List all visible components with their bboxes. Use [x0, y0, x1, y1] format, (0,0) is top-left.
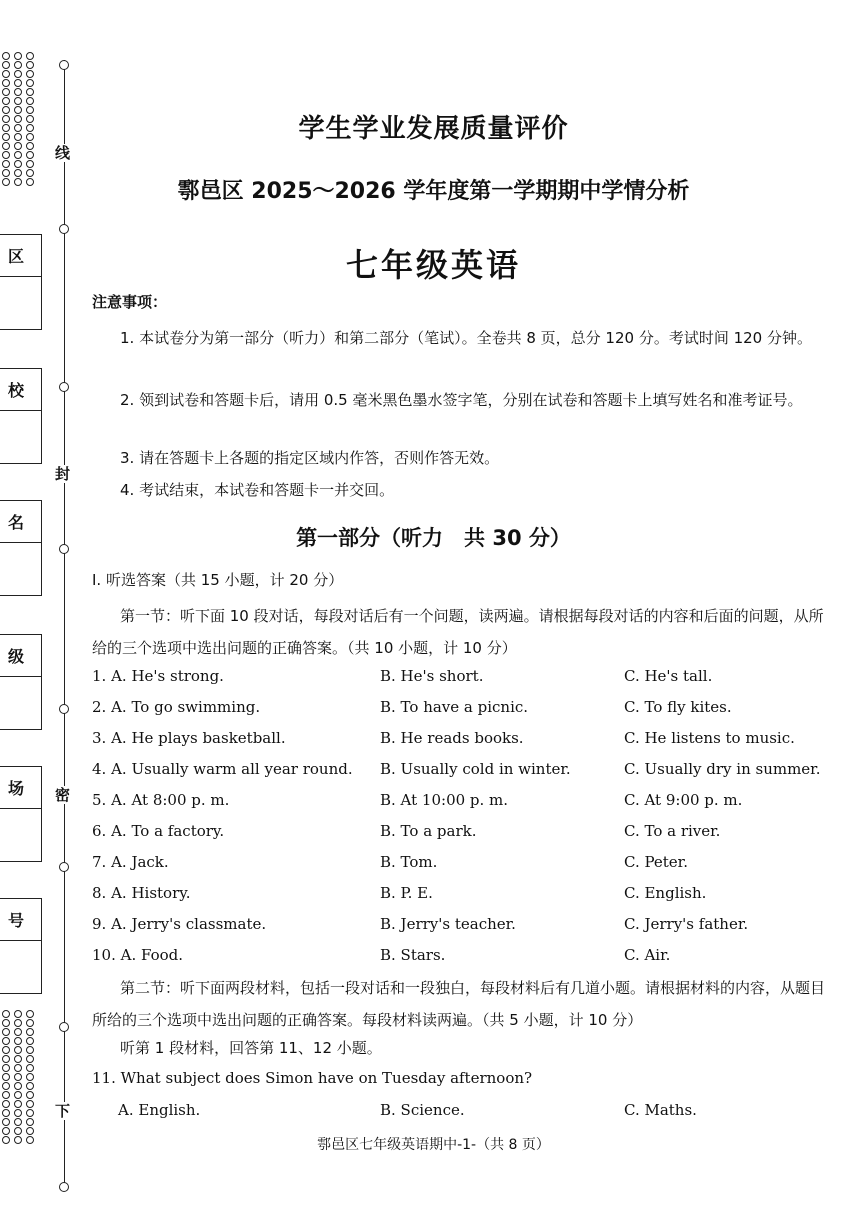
binding-ring — [14, 1010, 22, 1018]
option-a: 1. A. He's strong. — [92, 667, 224, 685]
binding-ring — [14, 1109, 22, 1117]
part1-title: 第一部分（听力 共 30 分） — [296, 526, 571, 550]
option-c: C. He listens to music. — [624, 729, 795, 747]
page-footer: 鄠邑区七年级英语期中-1-（共 8 页） — [317, 1137, 550, 1153]
page-title: 学生学业发展质量评价 — [298, 114, 569, 144]
option-b: B. He reads books. — [380, 729, 524, 747]
binding-ring — [26, 1091, 34, 1099]
binding-ring — [14, 79, 22, 87]
binding-dot — [59, 862, 69, 872]
option-a: 8. A. History. — [92, 884, 191, 902]
binding-ring — [2, 70, 10, 78]
binding-ring — [2, 160, 10, 168]
section-intro: 第一节：听下面 10 段对话，每段对话后有一个问题，读两遍。请根据每段对话的内容和后面的问题，从所给的三个选项中选出问题的正确答案。（共 10 小题，计 10 分） — [92, 607, 824, 657]
option-a: 5. A. At 8:00 p. m. — [92, 791, 230, 809]
binding-ring — [2, 1064, 10, 1072]
binding-ring — [26, 1046, 34, 1054]
binding-ring — [26, 1109, 34, 1117]
binding-ring — [2, 1100, 10, 1108]
binding-dot — [59, 704, 69, 714]
option-a: 10. A. Food. — [92, 946, 184, 964]
binding-ring — [2, 1118, 10, 1126]
option-b: B. P. E. — [380, 884, 433, 902]
binding-ring — [2, 61, 10, 69]
binding-ring — [26, 1055, 34, 1063]
binding-ring — [14, 1028, 22, 1036]
notice-item: 4. 考试结束，本试卷和答题卡一并交回。 — [120, 481, 395, 499]
binding-ring — [14, 1037, 22, 1045]
binding-mark-below: 下 — [55, 1102, 71, 1120]
option-c: C. At 9:00 p. m. — [624, 791, 743, 809]
field-label: 号 — [0, 899, 41, 941]
binding-ring — [14, 1073, 22, 1081]
notice-item: 1. 本试卷分为第一部分（听力）和第二部分（笔试）。全卷共 8 页，总分 120 分。考试时间 120 分钟。 — [120, 329, 812, 347]
subject-title: 七年级英语 — [345, 246, 521, 284]
binding-ring — [14, 1064, 22, 1072]
binding-ring — [14, 1055, 22, 1063]
option-b: B. He's short. — [380, 667, 484, 685]
option-c: C. Maths. — [624, 1101, 697, 1119]
binding-ring — [26, 1118, 34, 1126]
field-label: 场 — [0, 767, 41, 809]
option-c: C. To a river. — [624, 822, 721, 840]
binding-ring — [26, 1100, 34, 1108]
option-b: B. To have a picnic. — [380, 698, 529, 716]
field-exam-room[interactable] — [0, 766, 42, 862]
binding-ring — [2, 1037, 10, 1045]
option-c: C. Air. — [624, 946, 671, 964]
binding-mark-line: 线 — [55, 144, 71, 162]
binding-ring — [14, 97, 22, 105]
binding-ring — [2, 88, 10, 96]
binding-ring — [14, 1082, 22, 1090]
option-a: 7. A. Jack. — [92, 853, 169, 871]
option-b: B. Stars. — [380, 946, 446, 964]
option-a: 3. A. He plays basketball. — [92, 729, 286, 747]
binding-ring — [26, 1073, 34, 1081]
option-c: C. He's tall. — [624, 667, 713, 685]
binding-dot — [59, 1182, 69, 1192]
binding-ring — [26, 151, 34, 159]
field-seat-number[interactable] — [0, 898, 42, 994]
binding-ring — [26, 1028, 34, 1036]
binding-rings-bottom — [2, 1010, 38, 1144]
binding-ring — [2, 97, 10, 105]
field-school[interactable] — [0, 368, 42, 464]
binding-ring — [14, 1091, 22, 1099]
binding-ring — [14, 1100, 22, 1108]
option-b: B. Jerry's teacher. — [380, 915, 516, 933]
binding-ring — [14, 1019, 22, 1027]
option-b: B. To a park. — [380, 822, 477, 840]
field-label: 校 — [0, 369, 41, 411]
binding-ring — [14, 151, 22, 159]
binding-dot — [59, 224, 69, 234]
binding-ring — [14, 1046, 22, 1054]
binding-ring — [2, 1073, 10, 1081]
binding-ring — [14, 88, 22, 96]
exam-subtitle: 鄠邑区 2025～2026 学年度第一学期期中学情分析 — [177, 179, 690, 204]
binding-ring — [2, 1028, 10, 1036]
binding-ring — [2, 1091, 10, 1099]
option-a: 2. A. To go swimming. — [92, 698, 261, 716]
binding-ring — [14, 61, 22, 69]
field-label: 区 — [0, 235, 41, 277]
binding-ring — [14, 52, 22, 60]
binding-ring — [2, 1109, 10, 1117]
binding-ring — [14, 1118, 22, 1126]
binding-ring — [26, 79, 34, 87]
binding-ring — [26, 160, 34, 168]
binding-dot — [59, 382, 69, 392]
binding-ring — [26, 97, 34, 105]
binding-ring — [26, 88, 34, 96]
binding-ring — [2, 1082, 10, 1090]
notice-heading: 注意事项： — [92, 293, 168, 311]
binding-mark-seal: 封 — [55, 465, 71, 483]
binding-ring — [14, 160, 22, 168]
binding-ring — [2, 1055, 10, 1063]
option-a: 4. A. Usually warm all year round. — [92, 760, 353, 778]
binding-dot — [59, 60, 69, 70]
binding-ring — [26, 70, 34, 78]
binding-ring — [2, 79, 10, 87]
option-b: B. Tom. — [380, 853, 438, 871]
binding-ring — [26, 1064, 34, 1072]
option-a: 6. A. To a factory. — [92, 822, 225, 840]
section-heading: Ⅰ. 听选答案（共 15 小题，计 20 分） — [92, 571, 344, 589]
option-b: B. Science. — [380, 1101, 465, 1119]
binding-ring — [26, 1019, 34, 1027]
option-b: B. Usually cold in winter. — [380, 760, 571, 778]
binding-ring — [14, 70, 22, 78]
binding-ring — [26, 1010, 34, 1018]
option-a: 9. A. Jerry's classmate. — [92, 915, 267, 933]
binding-ring — [2, 1010, 10, 1018]
section-intro: 第二节：听下面两段材料，包括一段对话和一段独白，每段材料后有几道小题。请根据材料的内容，从题目所给的三个选项中选出问题的正确答案。每段材料读两遍。（共 5 小题，计 10 分） — [92, 979, 826, 1029]
binding-mark-secret: 密 — [55, 786, 71, 804]
binding-ring — [26, 61, 34, 69]
binding-ring — [2, 52, 10, 60]
option-c: C. Peter. — [624, 853, 688, 871]
notice-item: 2. 领到试卷和答题卡后，请用 0.5 毫米黑色墨水签字笔，分别在试卷和答题卡上填写姓名和准考证号。 — [120, 391, 803, 409]
question-stem: 11. What subject does Simon have on Tuesday afternoon? — [92, 1069, 533, 1087]
option-a: A. English. — [118, 1101, 201, 1119]
binding-ring — [2, 1046, 10, 1054]
option-b: B. At 10:00 p. m. — [380, 791, 509, 809]
binding-ring — [26, 1037, 34, 1045]
binding-ring — [2, 1019, 10, 1027]
binding-dot — [59, 1022, 69, 1032]
field-class[interactable] — [0, 634, 42, 730]
option-c: C. English. — [624, 884, 707, 902]
listening-instruction: 听第 1 段材料，回答第 11、12 小题。 — [120, 1039, 382, 1057]
binding-ring — [26, 1082, 34, 1090]
binding-ring — [2, 151, 10, 159]
binding-ring — [26, 52, 34, 60]
option-c: C. Jerry's father. — [624, 915, 749, 933]
option-c: C. Usually dry in summer. — [624, 760, 821, 778]
field-label: 名 — [0, 501, 41, 543]
field-label: 级 — [0, 635, 41, 677]
option-c: C. To fly kites. — [624, 698, 732, 716]
notice-item: 3. 请在答题卡上各题的指定区域内作答，否则作答无效。 — [120, 449, 500, 467]
